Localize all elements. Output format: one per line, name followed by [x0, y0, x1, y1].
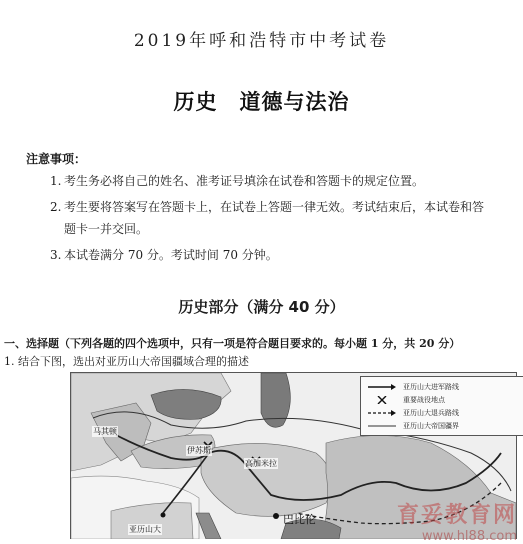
legend-label: 亚历山大帝国疆界: [403, 421, 459, 430]
legend-label: 重要战役地点: [403, 395, 445, 404]
alexandria-dot: [161, 513, 166, 518]
notice-item-number: 1.: [50, 174, 62, 188]
red-sea: [196, 513, 221, 539]
babylon-dot: [273, 513, 279, 519]
notice-item-text: 本试卷满分 70 分。考试时间 70 分钟。: [64, 248, 278, 262]
map-legend: [360, 376, 523, 436]
question-1-text: 1. 结合下图，选出对亚历山大帝国疆域合理的描述: [4, 355, 249, 368]
notice-item-continuation: 题卡一并交回。: [64, 222, 149, 236]
battle-cross-icon: [365, 396, 399, 404]
map-label-gaugamela: 高加米拉: [245, 459, 277, 468]
watermark-text: 育妥教育网: [396, 503, 517, 528]
mesopotamia-landmass: [201, 443, 332, 516]
notice-item-text: 考生务必将自己的姓名、准考证号填涂在试卷和答题卡的规定位置。: [64, 174, 425, 188]
legend-label: 亚历山大退兵路线: [403, 408, 459, 417]
map-label-issus: 伊苏斯: [187, 446, 211, 455]
boundary-line-icon: [365, 422, 399, 430]
solid-arrow-icon: [365, 383, 399, 391]
notice-item-number: 2.: [50, 200, 62, 214]
legend-row: [365, 393, 523, 406]
map-label-alexandria: 亚历山大: [129, 525, 161, 534]
exam-title: 2019年呼和浩特市中考试卷: [133, 31, 390, 51]
notice-list: [50, 170, 500, 270]
map-label-babylon: 巴比伦: [283, 513, 316, 526]
legend-row: [365, 380, 523, 393]
map-label-macedonia: 马其顿: [93, 427, 117, 436]
subject-title: 历史 道德与法治: [173, 90, 350, 114]
legend-row: [365, 419, 523, 432]
multiple-choice-heading: 一、选择题（下列各题的四个选项中，只有一项是符合题目要求的。每小题 1 分，共 20 分）: [4, 337, 461, 350]
watermark-url: www.hl88.com: [421, 529, 517, 544]
notice-item-text: 考生要将答案写在答题卡上，在试卷上答题一律无效。考试结束后，本试卷和答: [64, 200, 485, 214]
notice-item: [50, 196, 500, 240]
history-section-heading: 历史部分（满分 40 分）: [178, 298, 345, 316]
notice-item-number: 3.: [50, 248, 62, 262]
notice-item: [50, 244, 500, 266]
site-watermark: [397, 498, 517, 544]
legend-row: [365, 406, 523, 419]
dashed-arrow-icon: [365, 409, 399, 417]
notice-item: [50, 170, 500, 192]
notice-heading: 注意事项：: [26, 152, 87, 166]
legend-label: 亚历山大进军路线: [403, 382, 459, 391]
